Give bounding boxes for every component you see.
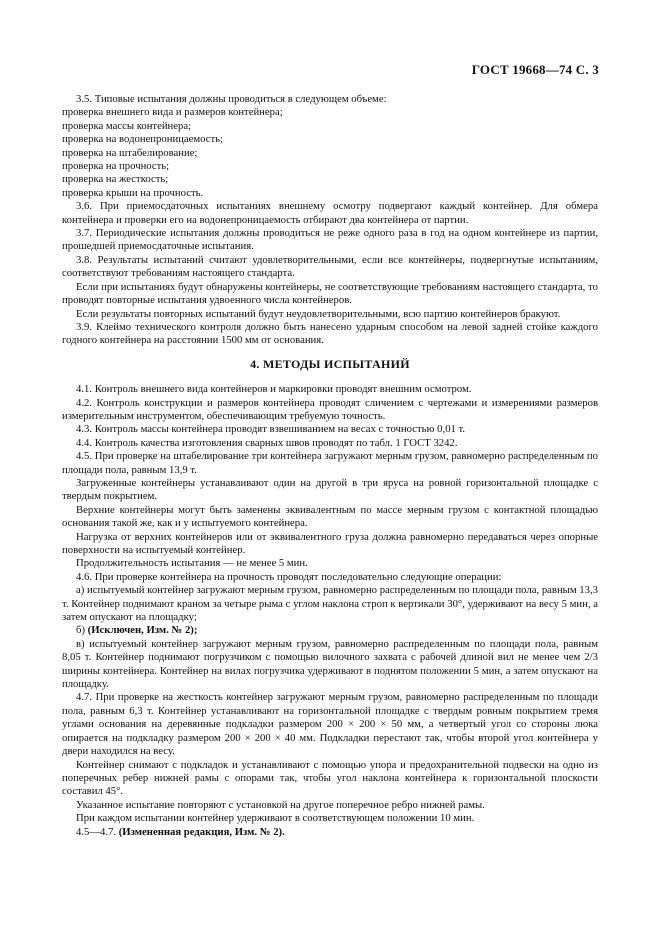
- paragraph-3-8-c: Если результаты повторных испытаний будут неудовлетворительными, всю партию контейнеров бракуют.: [76, 307, 561, 320]
- paragraph-4-3: 4.3. Контроль массы контейнера проводят взвешиванием на весах с точностью 0,01 т.: [76, 423, 466, 436]
- paragraph-4-5-4-7-note: [62, 826, 598, 839]
- paragraph-3-7: 3.7. Периодические испытания должны проводиться не реже одного раза в год на одном контейнере из партии, прошедшей приемосдаточные испытания.: [62, 227, 598, 253]
- paragraph-4-7-c: Указанное испытание повторяют с установкой на другое поперечное ребро нижней рамы.: [76, 798, 485, 811]
- page-header: ГОСТ 19668—74 С. 3: [471, 62, 599, 77]
- document-body: [62, 93, 598, 839]
- paragraph-4-6-c: в) испытуемый контейнер загружают мерным грузом, равномерно распределенным по площади пола, равным 8,05 т. Контейнер поднимают погрузчиком с помощью вилочного захвата с рабочей длиной вил не менее чем 2/3 ширины контейнера. Контейнер на вилах погрузчика удерживают в поднятом положении 5 мин, а затем опускают на площадку.: [62, 637, 598, 691]
- clause-range: 4.5—4.7.: [76, 825, 119, 838]
- paragraph-3-8: 3.8. Результаты испытаний считают удовлетворительными, если все контейнеры, подвергнутые испытаниям, соответствуют требованиям настоящего стандарта.: [62, 253, 598, 280]
- paragraph-4-5-e: Продолжительность испытания — не менее 5 мин.: [76, 557, 308, 570]
- amendment-note: (Исключен, Изм. № 2);: [87, 624, 198, 637]
- paragraph-4-6: 4.6. При проверке контейнера на прочность проводят последовательно следующие операции:: [76, 570, 502, 583]
- list-item: проверка на жесткость;: [62, 173, 169, 186]
- list-item: проверка крыши на прочность.: [62, 186, 204, 199]
- paragraph-3-5: 3.5. Типовые испытания должны проводиться в следующем объеме:: [76, 93, 387, 105]
- paragraph-4-7-d: При каждом испытании контейнер удерживают в соответствующем положении 10 мин.: [76, 812, 475, 825]
- paragraph-3-8-b: Если при испытаниях будут обнаружены контейнеры, не соответствующие требованиям настоящего стандарта, то проводят повторные испытания удвоенного числа контейнеров.: [62, 280, 598, 307]
- paragraph-4-7: 4.7. При проверке на жесткость контейнер загружают мерным грузом, равномерно распределенным по площади пола, равным 6,3 т. Контейнер устанавливают на горизонтальной площадке с твердым ровным покрытием тремя углами основания на деревянные подкладки размером 200 × 200 × 50 мм, а четвертый угол со стороны люка опирается на подкладку размером 200 × 200 × 40 мм. Подкладки перестают так, чтобы второй угол контейнера у двери находился на весу.: [62, 691, 598, 758]
- section-title: 4. МЕТОДЫ ИСПЫТАНИЙ: [250, 356, 410, 371]
- paragraph-4-5-d: Нагрузка от верхних контейнеров или от эквивалентного груза должна равномерно передаваться через опорные поверхности на испытуемый контейнер.: [62, 530, 598, 556]
- paragraph-4-1: 4.1. Контроль внешнего вида контейнеров и маркировки проводят внешним осмотром.: [76, 383, 472, 396]
- paragraph-4-2: 4.2. Контроль конструкции и размеров контейнера проводят сличением с чертежами и измерениями размеров измерительным инструментом, обеспечивающим требуемую точность.: [62, 396, 598, 422]
- paragraph-4-6-b: [62, 624, 598, 637]
- amendment-note: (Измененная редакция, Изм. № 2).: [118, 825, 285, 838]
- paragraph-3-9: 3.9. Клеймо технического контроля должно быть нанесено ударным способом на левой задней стойке каждого годного контейнера на расстоянии 1500 мм от основания.: [62, 320, 598, 347]
- list-item: проверка массы контейнера;: [62, 119, 192, 132]
- item-letter: б): [76, 624, 88, 637]
- paragraph-4-6-a: а) испытуемый контейнер загружают мерным грузом, равномерно распределенным по площади пола, равным 13,3 т. Контейнер поднимают краном за четыре рыма с углом наклона строп к вертикали 30°, удерживают на весу 5 мин, а затем опускают на площадку;: [62, 584, 598, 624]
- paragraph-4-5-c: Верхние контейнеры могут быть заменены эквивалентным по массе мерным грузом с контактной площадью основания такой же, как и у испытуемого контейнера.: [62, 503, 598, 530]
- list-item: проверка на прочность;: [62, 160, 170, 173]
- paragraph-4-5-b: Загруженные контейнеры устанавливают один на другой в три яруса на ровной горизонтальной площадке с твердым покрытием.: [62, 476, 598, 503]
- list-item: проверка на штабелирование;: [62, 146, 198, 159]
- paragraph-4-5: 4.5. При проверке на штабелирование три контейнера загружают мерным грузом, равномерно распределенным по площади пола, равным 13,9 т.: [62, 450, 598, 476]
- paragraph-4-7-b: Контейнер снимают с подкладок и устанавливают с помощью упора и предохранительной подвески на одно из поперечных ребер нижней рамы с опорами так, чтобы угол наклона контейнера к горизонтальной плоскости составил 45°.: [62, 758, 598, 798]
- paragraph-3-6: 3.6. При приемосдаточных испытаниях внешнему осмотру подвергают каждый контейнер. Для обмера контейнера и проверки его на водонепроницаемость отбирают два контейнера от партии.: [62, 200, 598, 226]
- list-item: проверка на водонепроницаемость;: [62, 133, 223, 146]
- list-item: проверка внешнего вида и размеров контейнера;: [62, 106, 283, 119]
- paragraph-4-4: 4.4. Контроль качества изготовления сварных швов проводят по табл. 1 ГОСТ 3242.: [76, 436, 458, 449]
